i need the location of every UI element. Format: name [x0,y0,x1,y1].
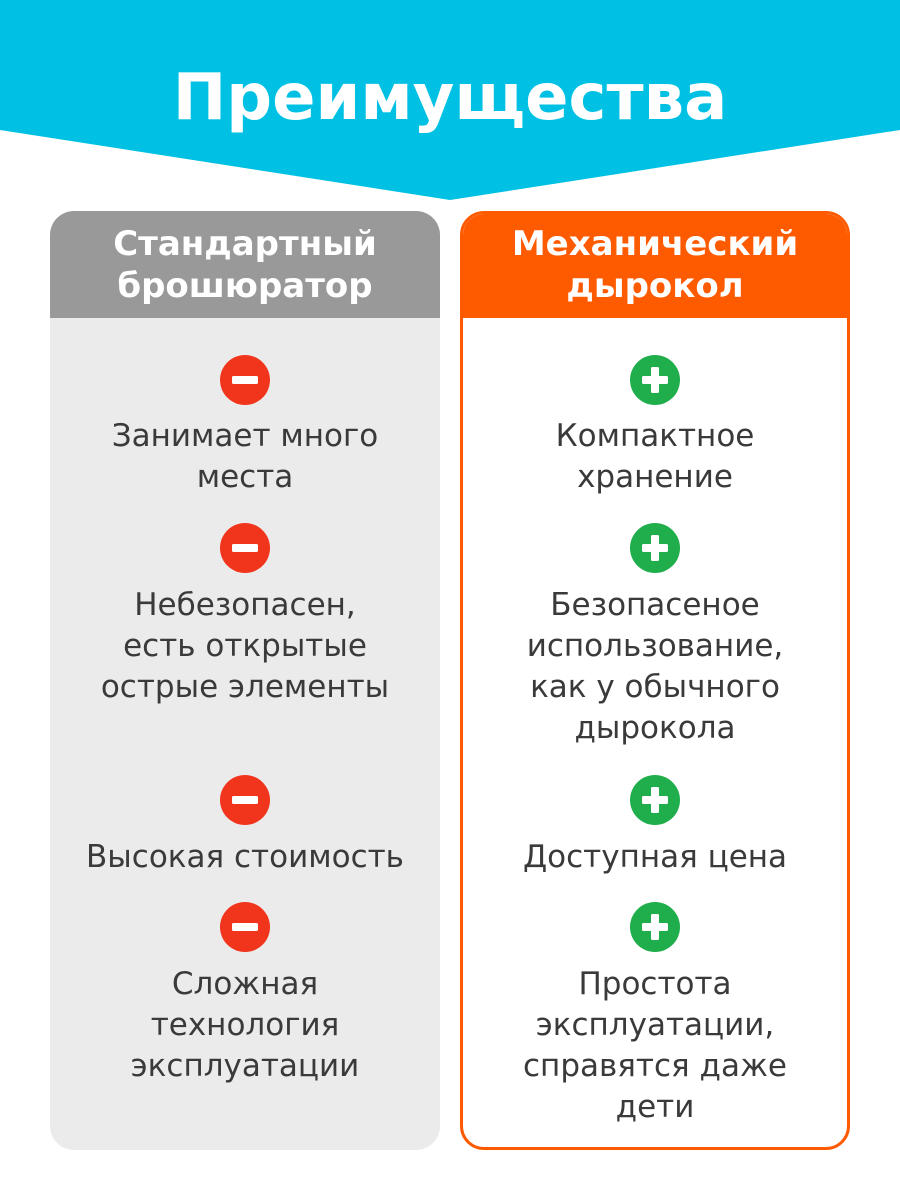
advantage-item-2-line-2: использование, [526,628,784,664]
standard-binder-title-line-2: брошюратор [117,265,373,306]
disadvantage-item-2 [50,585,440,708]
disadvantage-item-2-line-1: Небезопасен, [134,587,356,623]
disadvantage-item-3-line-1: Высокая стоимость [86,839,404,875]
advantage-item-4-line-3: справятся даже [523,1048,787,1084]
advantage-item-2 [463,585,847,749]
disadvantage-item-4 [50,964,440,1087]
advantage-item-4 [463,964,847,1128]
disadvantage-item-4-line-1: Сложная [171,966,319,1002]
plus-icon [630,523,680,573]
disadvantage-item-1 [50,416,440,498]
advantage-item-4-line-4: дети [615,1089,695,1125]
page-title: Преимущества [172,61,728,135]
standard-binder-header [50,211,440,318]
plus-icon [630,902,680,952]
mechanical-punch-title-line-1: Механический [511,223,799,264]
mechanical-punch-header [463,211,847,318]
plus-icon [630,355,680,405]
disadvantage-item-4-line-2: технология [150,1007,340,1043]
advantage-item-1-line-1: Компактное [555,418,755,454]
minus-icon [220,523,270,573]
disadvantage-item-1-line-1: Занимает много [111,418,379,454]
advantage-item-1 [463,416,847,498]
advantage-item-2-line-3: как у обычного [530,669,780,705]
advantage-item-3-line-1: Доступная цена [522,839,788,875]
advantage-item-4-line-2: эксплуатации, [535,1007,775,1043]
minus-icon [220,775,270,825]
advantage-item-3 [463,837,847,878]
disadvantage-item-4-line-3: эксплуатации [130,1048,360,1084]
disadvantage-item-3 [50,837,440,878]
advantage-item-4-line-1: Простота [578,966,732,1002]
mechanical-punch-title-line-2: дырокол [566,265,744,306]
advantage-item-2-line-4: дырокола [574,710,736,746]
minus-icon [220,355,270,405]
plus-icon [630,775,680,825]
advantage-item-2-line-1: Безопасеное [550,587,760,623]
disadvantage-item-2-line-2: есть открытые [123,628,367,664]
minus-icon [220,902,270,952]
advantage-item-1-line-2: хранение [577,459,733,495]
disadvantage-item-2-line-3: острые элементы [100,669,390,705]
standard-binder-title-line-1: Стандартный [113,223,377,264]
standard-binder-panel [50,211,440,1150]
disadvantage-item-1-line-2: места [196,459,294,495]
mechanical-punch-panel [460,211,850,1150]
